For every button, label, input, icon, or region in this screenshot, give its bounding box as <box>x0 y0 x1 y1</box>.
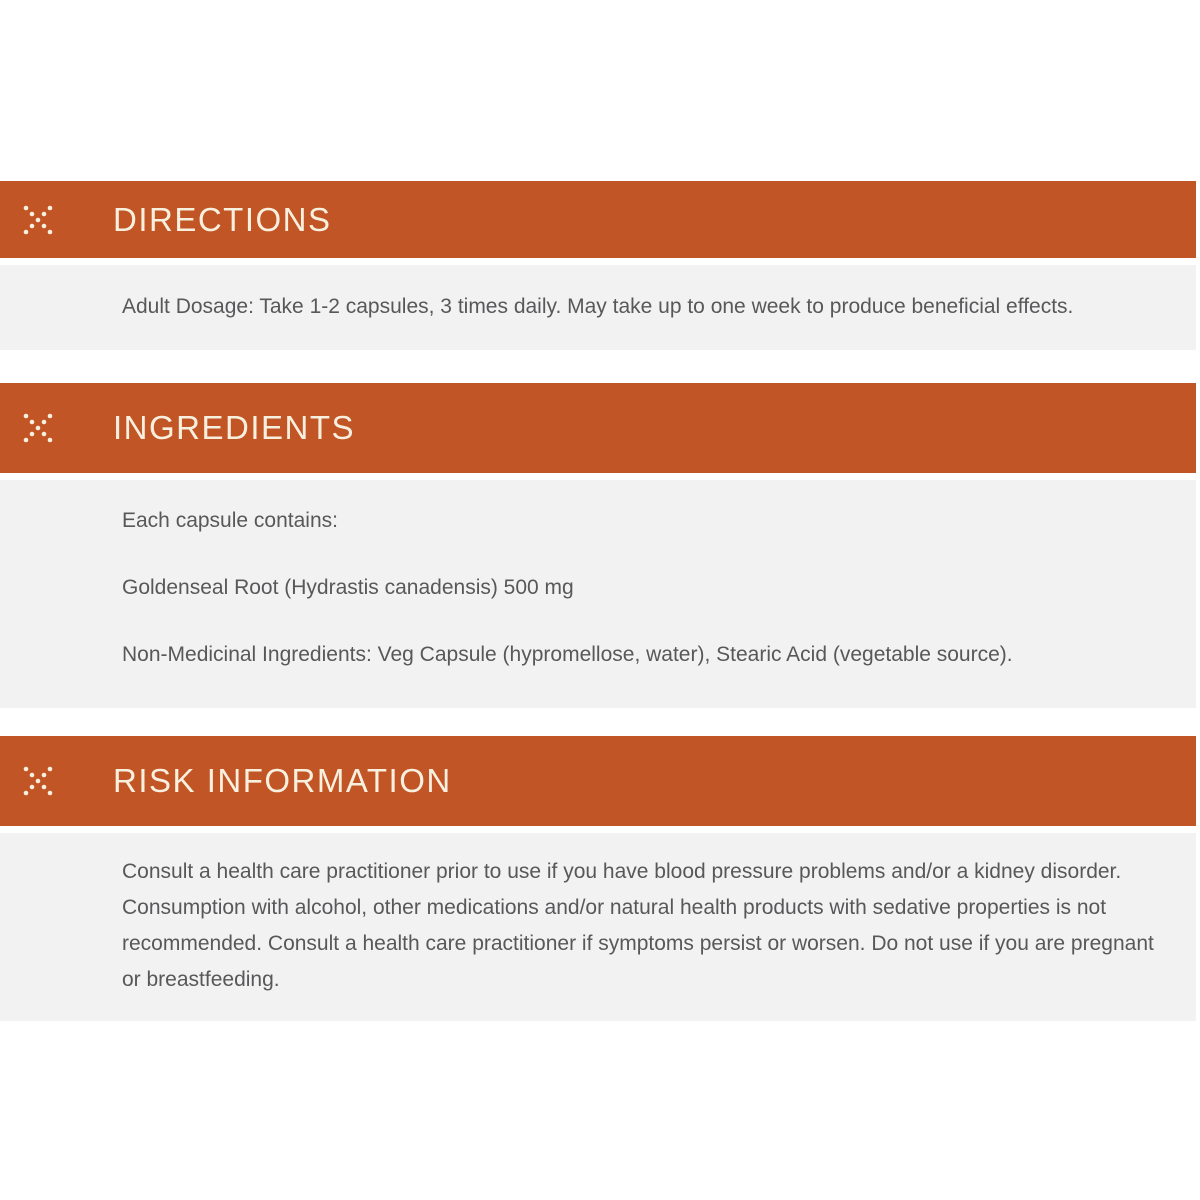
risk-information-header-bar <box>0 736 1196 826</box>
body-paragraph: Consult a health care practitioner prior to use if you have blood pressure problems and/or a kidney disorder. Consumption with alcohol, other medications and/or natural health products with sedative properties is not recommended. Consult a health care practitioner if symptoms persist or worsen. Do not use if you are pregnant or breastfeeding. <box>122 860 1154 991</box>
body-paragraph: Non-Medicinal Ingredients: Veg Capsule (hypromellose, water), Stearic Acid (vegetable source). <box>122 643 1013 666</box>
section-gap <box>0 708 1200 736</box>
body-paragraph: Adult Dosage: Take 1-2 capsules, 3 times daily. May take up to one week to produce beneficial effects. <box>122 295 1074 318</box>
section-risk-information <box>0 736 1196 1021</box>
section-ingredients <box>0 383 1196 708</box>
risk-information-panel <box>0 833 1196 1021</box>
dots-x-icon <box>23 413 53 443</box>
body-paragraph: Goldenseal Root (Hydrastis canadensis) 500 mg <box>122 576 574 599</box>
top-whitespace <box>0 0 1200 181</box>
section-title: RISK INFORMATION <box>113 762 452 799</box>
ingredients-header-bar <box>0 383 1196 473</box>
directions-header-bar <box>0 181 1196 258</box>
dots-x-icon <box>23 766 53 796</box>
directions-panel <box>0 265 1196 350</box>
body-paragraph: Each capsule contains: <box>122 509 338 532</box>
section-gap <box>0 350 1200 383</box>
section-title: INGREDIENTS <box>113 409 356 446</box>
ingredients-panel <box>0 480 1196 708</box>
section-title: DIRECTIONS <box>113 200 332 238</box>
dots-x-icon <box>23 205 53 235</box>
section-directions <box>0 181 1196 350</box>
